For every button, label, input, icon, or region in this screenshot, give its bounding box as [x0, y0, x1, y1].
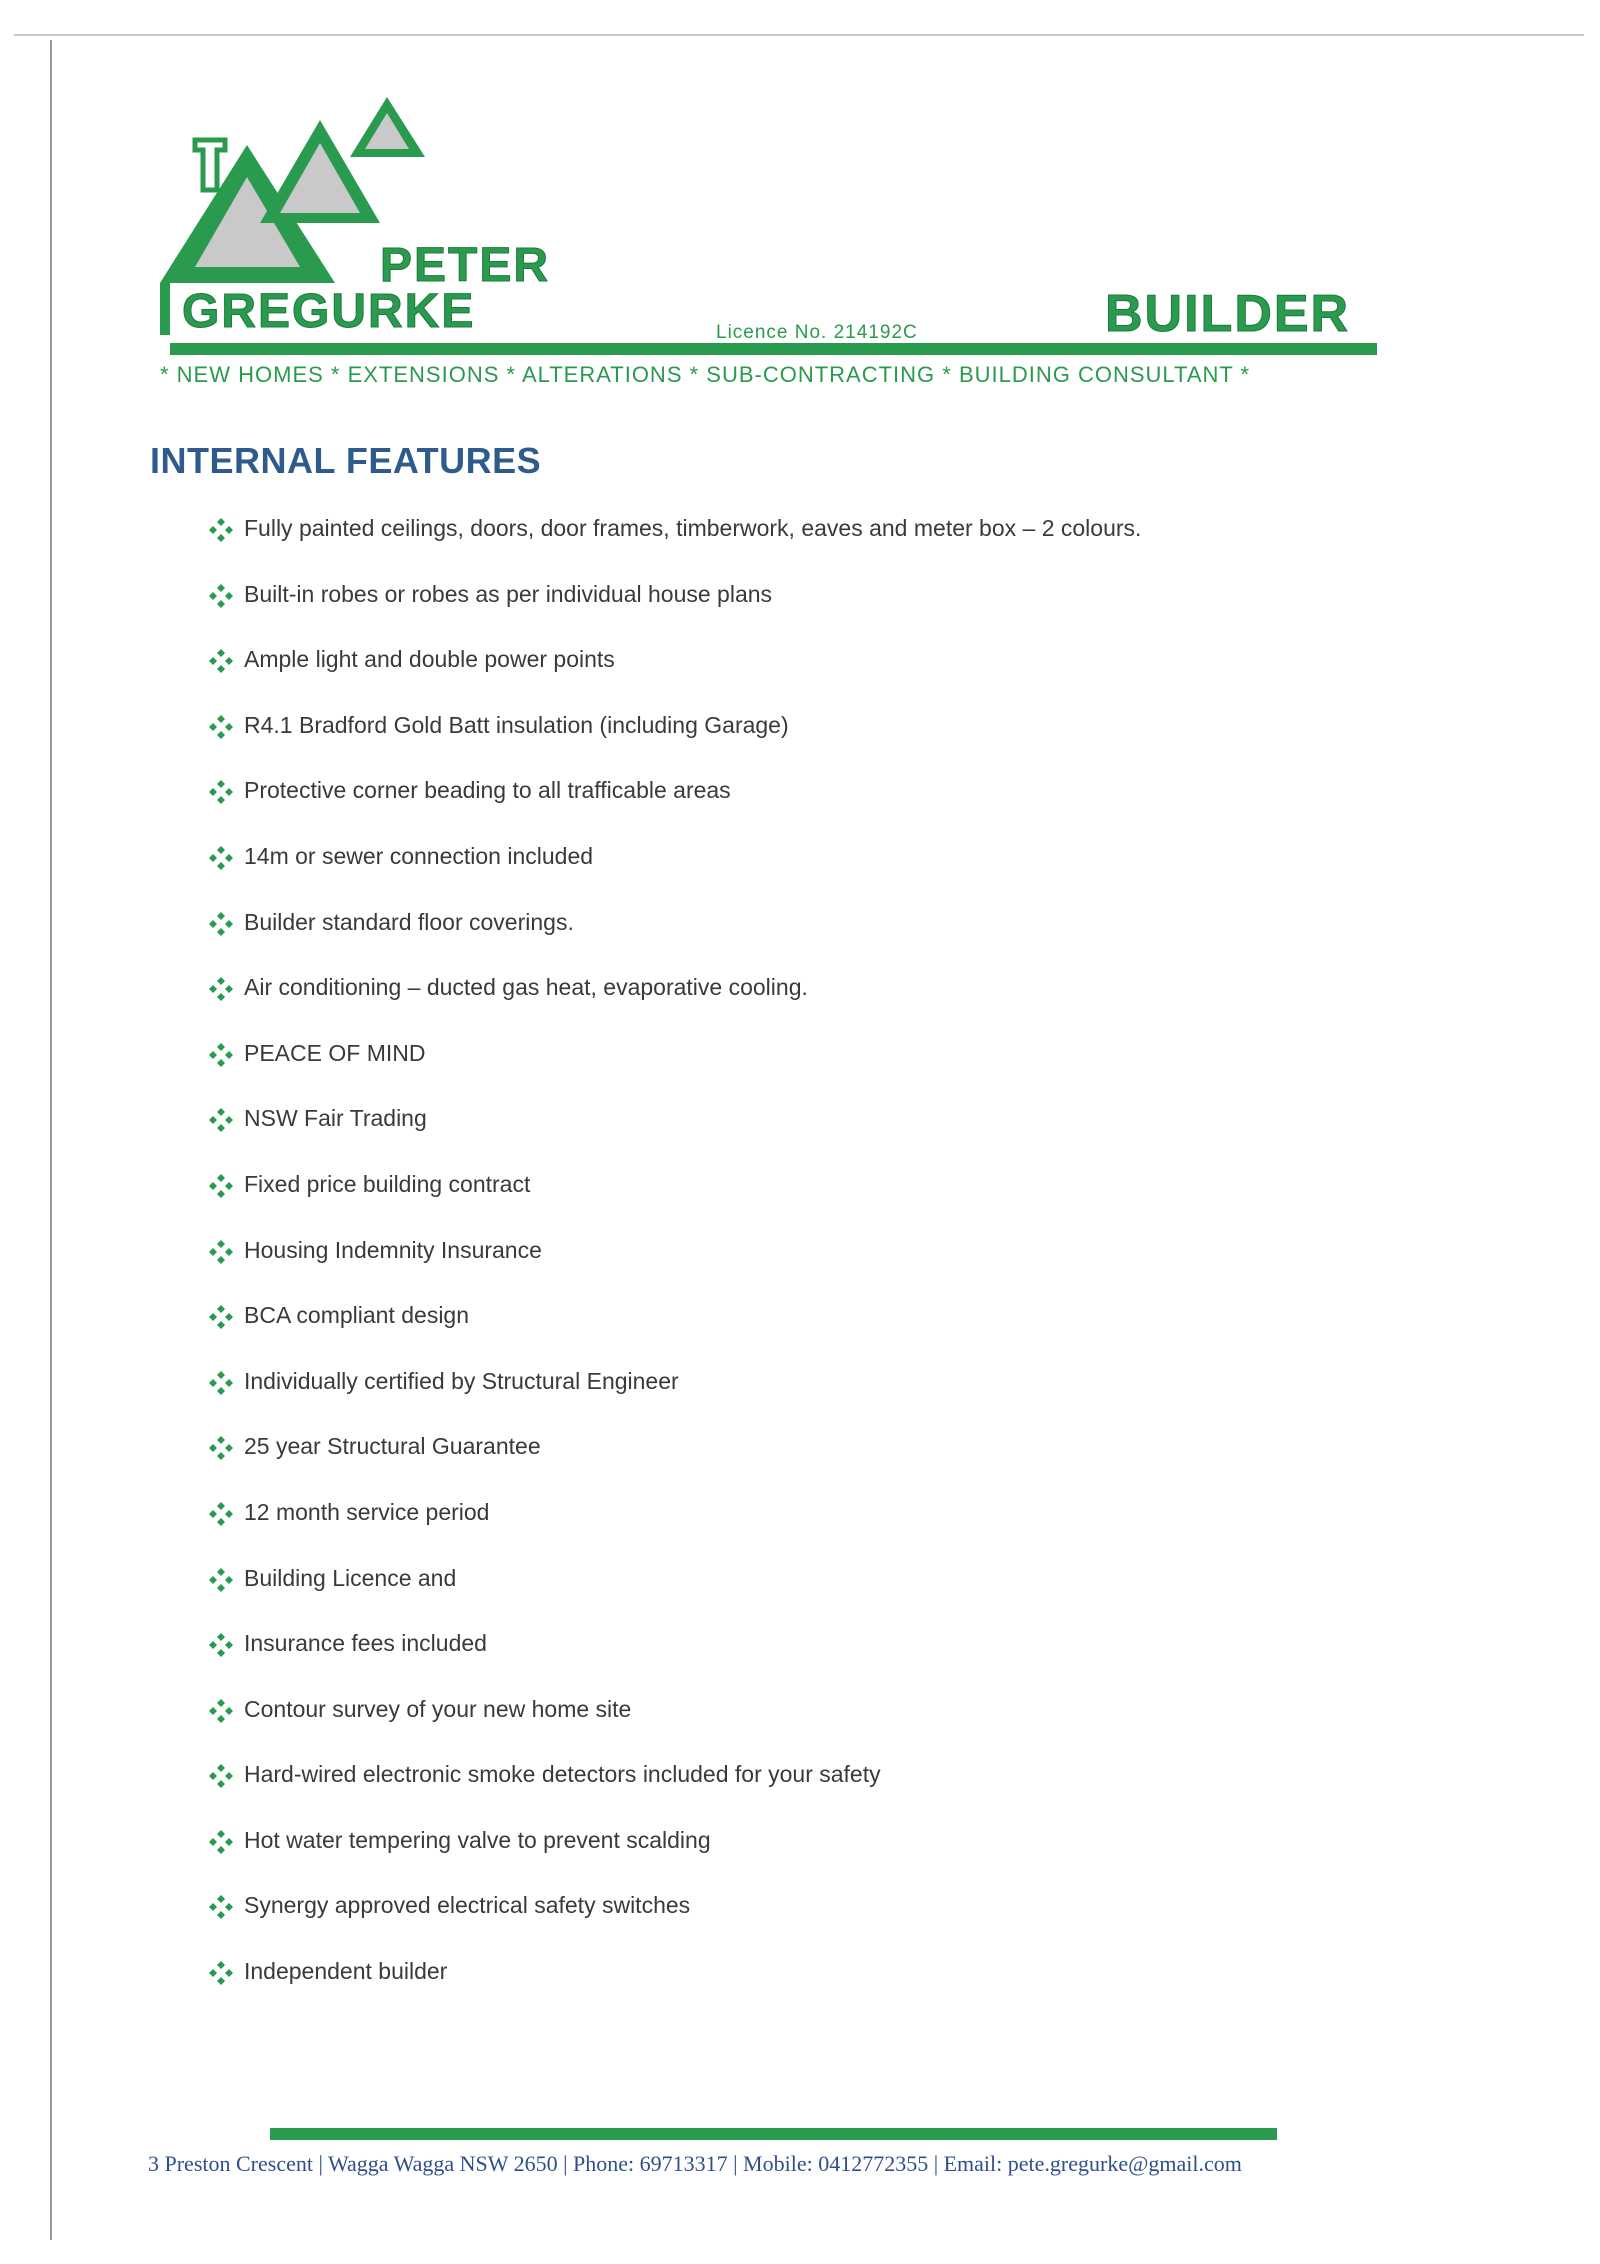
diamond-cluster-icon	[198, 1829, 244, 1855]
feature-text: Synergy approved electrical safety switches	[244, 1892, 691, 1919]
diamond-cluster-icon	[198, 1107, 244, 1133]
list-item	[198, 646, 1141, 712]
diamond-cluster-icon	[198, 1632, 244, 1658]
feature-text: Contour survey of your new home site	[244, 1695, 632, 1722]
list-item	[198, 1105, 1141, 1171]
feature-text: 12 month service period	[244, 1498, 490, 1525]
list-item	[198, 1630, 1141, 1696]
feature-text: Hard-wired electronic smoke detectors included for your safety	[244, 1761, 881, 1788]
feature-text: PEACE OF MIND	[244, 1039, 426, 1066]
list-item	[198, 909, 1141, 975]
list-item	[198, 1958, 1141, 2024]
feature-text: Ample light and double power points	[244, 646, 615, 673]
diamond-cluster-icon	[198, 1239, 244, 1265]
list-item	[198, 581, 1141, 647]
feature-text: R4.1 Bradford Gold Batt insulation (including Garage)	[244, 711, 789, 738]
list-item	[198, 1302, 1141, 1368]
list-item	[198, 1761, 1141, 1827]
diamond-cluster-icon	[198, 517, 244, 543]
feature-text: Fully painted ceilings, doors, door frames, timberwork, eaves and meter box – 2 colours.	[244, 515, 1142, 541]
feature-text: Building Licence and	[244, 1564, 457, 1591]
feature-text: Independent builder	[244, 1958, 448, 1985]
feature-text: Insurance fees included	[244, 1630, 487, 1657]
footer-divider	[270, 2128, 1277, 2140]
list-item	[198, 777, 1141, 843]
list-item	[198, 1892, 1141, 1958]
diamond-cluster-icon	[198, 1370, 244, 1396]
list-item	[198, 1040, 1141, 1106]
list-item	[198, 974, 1141, 1040]
diamond-cluster-icon	[198, 1501, 244, 1527]
diamond-cluster-icon	[198, 1304, 244, 1330]
list-item	[198, 515, 1141, 581]
diamond-cluster-icon	[198, 779, 244, 805]
diamond-cluster-icon	[198, 1960, 244, 1986]
trade-title: BUILDER	[1105, 285, 1351, 343]
builder-last-name: GREGURKE	[182, 285, 476, 338]
feature-text: Air conditioning – ducted gas heat, evaporative cooling.	[244, 974, 808, 1001]
feature-text: Protective corner beading to all trafficable areas	[244, 777, 731, 804]
feature-text: NSW Fair Trading	[244, 1105, 427, 1132]
list-item	[198, 1827, 1141, 1893]
list-item	[198, 1565, 1141, 1631]
section-title: INTERNAL FEATURES	[150, 440, 542, 481]
feature-text: Builder standard floor coverings.	[244, 908, 574, 935]
page-edge-top	[14, 34, 1584, 36]
page-edge-left	[50, 40, 52, 2240]
builder-first-name: PETER	[380, 239, 551, 292]
feature-text: 25 year Structural Guarantee	[244, 1433, 541, 1460]
list-item	[198, 1499, 1141, 1565]
feature-text: Individually certified by Structural Engineer	[244, 1367, 679, 1394]
list-item	[198, 1171, 1141, 1237]
diamond-cluster-icon	[198, 1698, 244, 1724]
feature-text: Housing Indemnity Insurance	[244, 1236, 542, 1263]
header-divider	[170, 343, 1377, 355]
list-item	[198, 712, 1141, 778]
diamond-cluster-icon	[198, 1173, 244, 1199]
feature-text: Hot water tempering valve to prevent scalding	[244, 1826, 711, 1853]
feature-text: Built-in robes or robes as per individual house plans	[244, 580, 773, 607]
list-item	[198, 1237, 1141, 1303]
footer-contact: 3 Preston Crescent | Wagga Wagga NSW 2650 | Phone: 69713317 | Mobile: 0412772355 | Email: pete.gregurke@gmail.com	[148, 2151, 1242, 2176]
feature-text: BCA compliant design	[244, 1302, 470, 1329]
diamond-cluster-icon	[198, 911, 244, 937]
diamond-cluster-icon	[198, 1435, 244, 1461]
diamond-cluster-icon	[198, 1567, 244, 1593]
list-item	[198, 1696, 1141, 1762]
diamond-cluster-icon	[198, 845, 244, 871]
diamond-cluster-icon	[198, 648, 244, 674]
diamond-cluster-icon	[198, 976, 244, 1002]
list-item	[198, 1368, 1141, 1434]
feature-text: 14m or sewer connection included	[244, 842, 594, 869]
list-item	[198, 1433, 1141, 1499]
services-line: * NEW HOMES * EXTENSIONS * ALTERATIONS * SUB-CONTRACTING * BUILDING CONSULTANT *	[160, 362, 1251, 387]
diamond-cluster-icon	[198, 714, 244, 740]
features-list	[198, 515, 1141, 2024]
diamond-cluster-icon	[198, 1042, 244, 1068]
diamond-cluster-icon	[198, 1894, 244, 1920]
list-item	[198, 843, 1141, 909]
diamond-cluster-icon	[198, 1763, 244, 1789]
feature-text: Fixed price building contract	[244, 1170, 531, 1197]
diamond-cluster-icon	[198, 583, 244, 609]
licence-number: Licence No. 214192C	[716, 322, 918, 343]
